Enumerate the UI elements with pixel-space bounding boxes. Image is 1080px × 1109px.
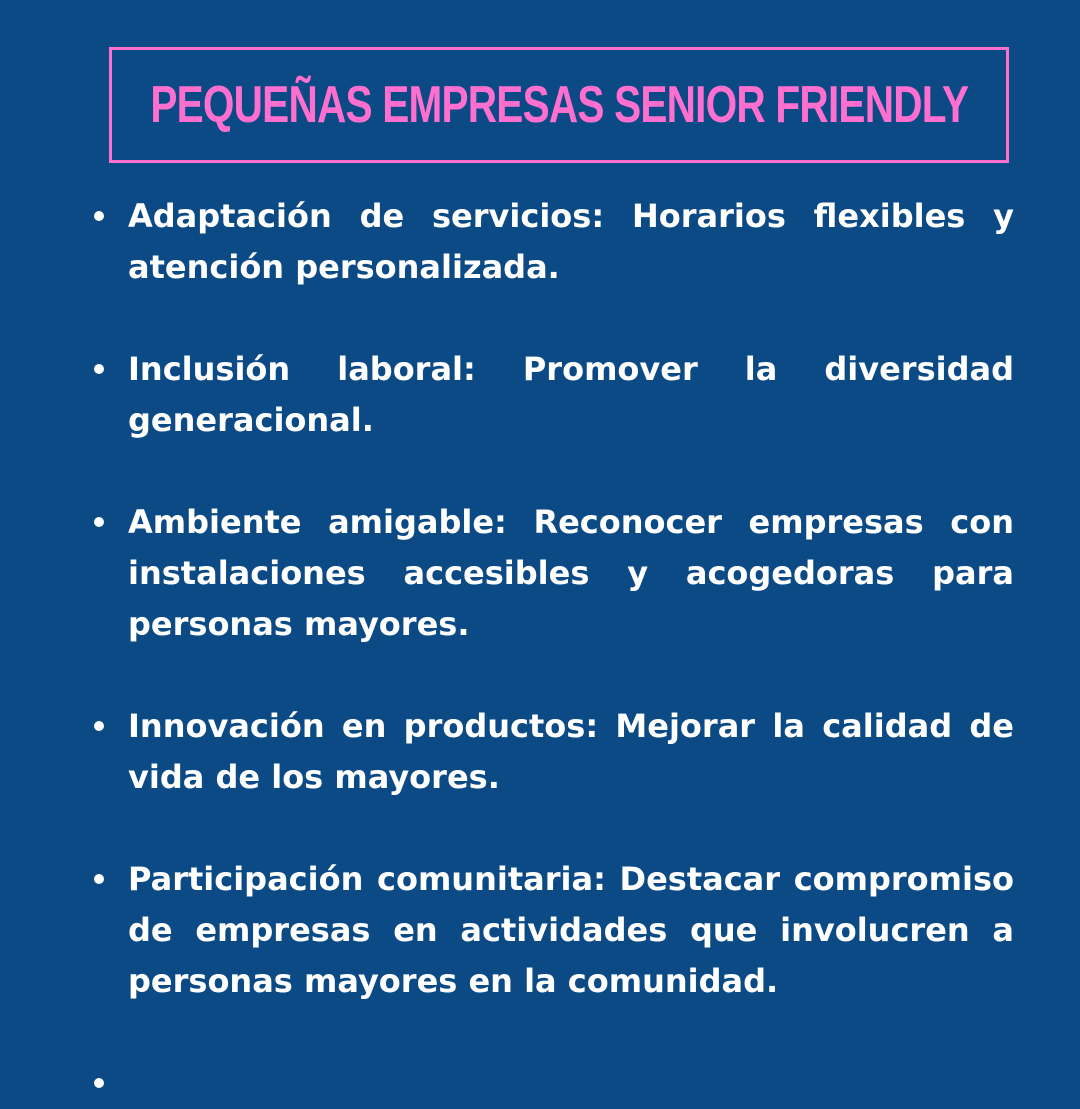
list-item-text: Participación comunitaria: Destacar compromiso de empresas en actividades que involucren a personas mayores en la comunidad. — [128, 860, 1014, 1000]
page-title: PEQUEÑAS EMPRESAS SENIOR FRIENDLY — [150, 76, 968, 134]
list-item — [92, 191, 1014, 293]
bullet-dot-icon — [94, 364, 104, 374]
list-item-empty — [92, 1058, 1014, 1109]
list-item-text: Ambiente amigable: Reconocer empresas con instalaciones accesibles y acogedoras para personas mayores. — [128, 503, 1014, 643]
list-item — [92, 344, 1014, 446]
bullet-list — [92, 191, 1014, 1109]
bullet-dot-icon — [94, 517, 104, 527]
bullet-dot-icon — [94, 874, 104, 884]
bullet-dot-icon — [94, 721, 104, 731]
bullet-dot-icon — [94, 211, 104, 221]
list-item-text: Innovación en productos: Mejorar la calidad de vida de los mayores. — [128, 707, 1014, 796]
list-item-text: Adaptación de servicios: Horarios flexibles y atención personalizada. — [128, 197, 1014, 286]
list-item — [92, 701, 1014, 803]
title-box — [109, 47, 1009, 163]
list-item — [92, 497, 1014, 650]
list-item-text: Inclusión laboral: Promover la diversidad generacional. — [128, 350, 1014, 439]
list-item — [92, 854, 1014, 1007]
